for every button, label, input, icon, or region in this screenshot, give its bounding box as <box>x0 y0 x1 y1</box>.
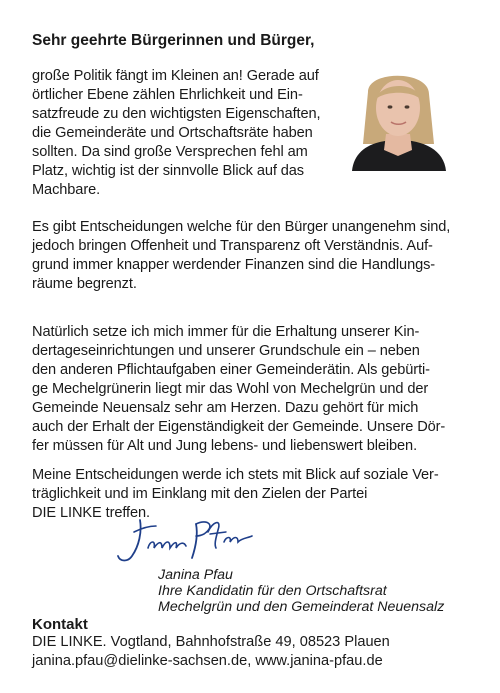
paragraph-line: auch der Erhalt der Eigenständigkeit der Gemeinde. Unsere Dör- <box>32 419 446 435</box>
paragraph-line: fer müssen für Alt und Jung lebens- und liebenswert bleiben. <box>32 438 418 454</box>
paragraph-line: Platz, wichtig ist der sinnvolle Blick auf das <box>32 163 304 179</box>
paragraph-line: Natürlich setze ich mich immer für die Erhaltung unserer Kin- <box>32 324 420 340</box>
paragraph-line: räume begrenzt. <box>32 276 137 292</box>
paragraph-line: örtlicher Ebene zählen Ehrlichkeit und Ein- <box>32 87 303 103</box>
contact-email-website: janina.pfau@dielinke-sachsen.de, www.janina-pfau.de <box>32 653 383 669</box>
paragraph-line: große Politik fängt im Kleinen an! Gerade auf <box>32 68 319 84</box>
greeting-heading: Sehr geehrte Bürgerinnen und Bürger, <box>32 32 315 49</box>
handwritten-signature <box>112 512 262 568</box>
paragraph-line: grund immer knapper werdender Finanzen sind die Handlungs- <box>32 257 436 273</box>
contact-address: DIE LINKE. Vogtland, Bahnhofstraße 49, 08523 Plauen <box>32 634 390 650</box>
paragraph-line: satzfreude zu den wichtigsten Eigenschaften, <box>32 106 321 122</box>
paragraph-line: die Gemeinderäte und Ortschaftsräte haben <box>32 125 313 141</box>
candidate-portrait-photo <box>328 64 469 171</box>
paragraph-line: DIE LINKE treffen. <box>32 505 150 521</box>
paragraph-line: Meine Entscheidungen werde ich stets mit Blick auf soziale Ver- <box>32 467 439 483</box>
paragraph-line: Gemeinde Neuensalz sehr am Herzen. Dazu gehört für mich <box>32 400 419 416</box>
paragraph-line: sollten. Da sind große Versprechen fehl am <box>32 144 308 160</box>
paragraph-2 <box>32 218 472 294</box>
paragraph-line: den anderen Pflichtaufgaben einer Gemeinderätin. Als gebürti- <box>32 362 430 378</box>
contact-heading: Kontakt <box>32 616 88 633</box>
signature-block <box>158 567 444 615</box>
candidate-role-line: Mechelgrün und den Gemeinderat Neuensalz <box>158 599 445 615</box>
paragraph-line: ge Mechelgrünerin liegt mir das Wohl von Mechelgrün und der <box>32 381 429 397</box>
paragraph-line: Es gibt Entscheidungen welche für den Bürger unangenehm sind, <box>32 219 451 235</box>
candidate-name: Janina Pfau <box>158 567 233 583</box>
paragraph-line: dertageseinrichtungen und unserer Grundschule ein – neben <box>32 343 420 359</box>
paragraph-line: jedoch bringen Offenheit und Transparenz oft Verständnis. Auf- <box>32 238 433 254</box>
portrait-illustration <box>328 64 469 171</box>
paragraph-line: Machbare. <box>32 182 101 198</box>
letter-page <box>32 0 472 693</box>
candidate-role-line: Ihre Kandidatin für den Ortschaftsrat <box>158 583 387 599</box>
paragraph-3 <box>32 323 472 456</box>
paragraph-1 <box>32 67 327 200</box>
paragraph-line: träglichkeit und im Einklang mit den Zielen der Partei <box>32 486 368 502</box>
